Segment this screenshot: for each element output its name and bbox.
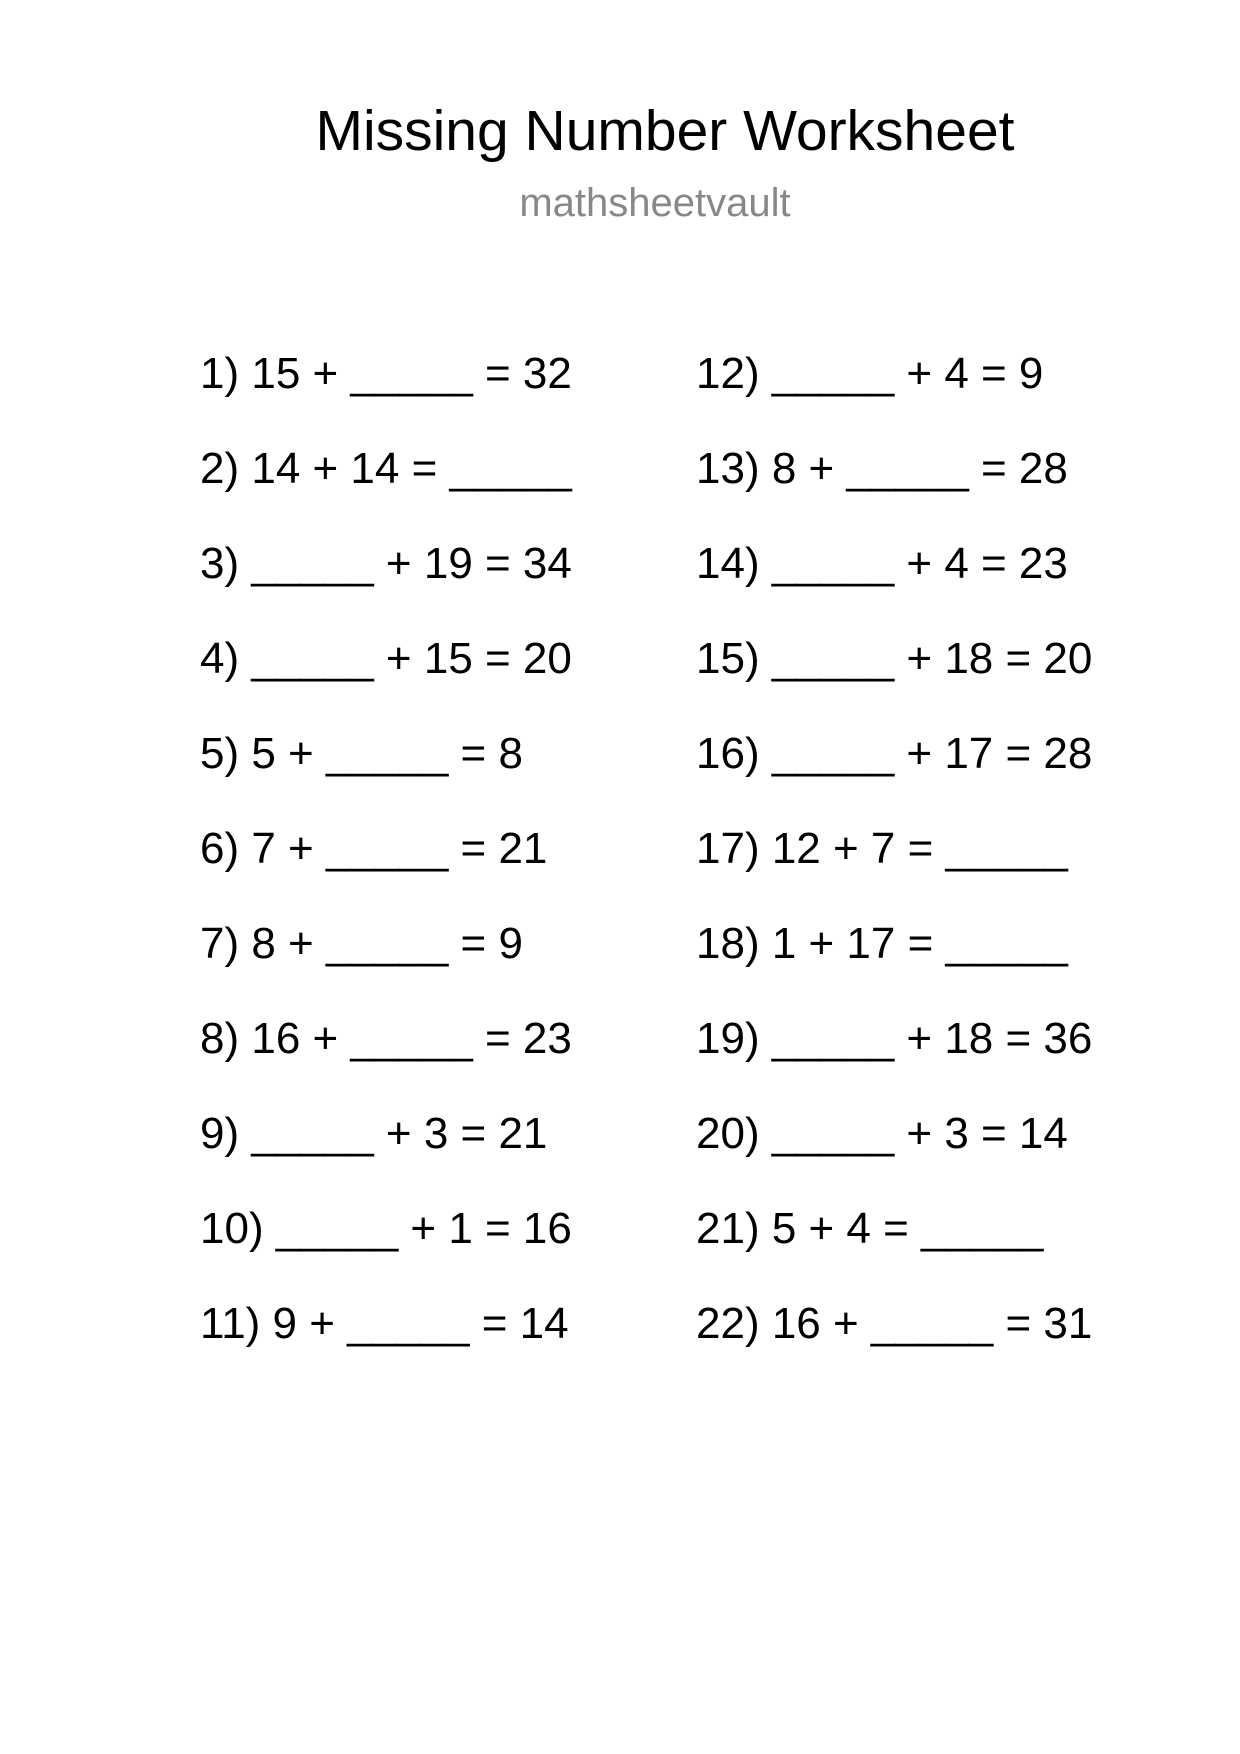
problem-21: 21) 5 + 4 = _____ (696, 1204, 1044, 1253)
problem-18: 18) 1 + 17 = _____ (696, 919, 1068, 968)
problem-column-left (200, 348, 572, 1393)
problem-12: 12) _____ + 4 = 9 (696, 349, 1044, 398)
site-name: mathsheetvault (519, 181, 791, 225)
problem-2: 2) 14 + 14 = _____ (200, 444, 572, 493)
problem-20: 20) _____ + 3 = 14 (696, 1109, 1068, 1158)
problem-22: 22) 16 + _____ = 31 (696, 1299, 1093, 1348)
problem-16: 16) _____ + 17 = 28 (696, 729, 1093, 778)
problem-9: 9) _____ + 3 = 21 (200, 1109, 548, 1158)
problem-17: 17) 12 + 7 = _____ (696, 824, 1068, 873)
problem-4: 4) _____ + 15 = 20 (200, 634, 572, 683)
problem-19: 19) _____ + 18 = 36 (696, 1014, 1093, 1063)
problem-6: 6) 7 + _____ = 21 (200, 824, 548, 873)
problem-5: 5) 5 + _____ = 8 (200, 729, 523, 778)
problem-column-right (696, 348, 1092, 1393)
problem-14: 14) _____ + 4 = 23 (696, 539, 1068, 588)
problem-7: 7) 8 + _____ = 9 (200, 919, 523, 968)
problem-15: 15) _____ + 18 = 20 (696, 634, 1093, 683)
problem-11: 11) 9 + _____ = 14 (200, 1299, 569, 1348)
problem-1: 1) 15 + _____ = 32 (200, 349, 572, 398)
problem-8: 8) 16 + _____ = 23 (200, 1014, 572, 1063)
problem-13: 13) 8 + _____ = 28 (696, 444, 1068, 493)
problem-3: 3) _____ + 19 = 34 (200, 539, 572, 588)
problem-10: 10) _____ + 1 = 16 (200, 1204, 572, 1253)
page-title: Missing Number Worksheet (315, 99, 1015, 163)
